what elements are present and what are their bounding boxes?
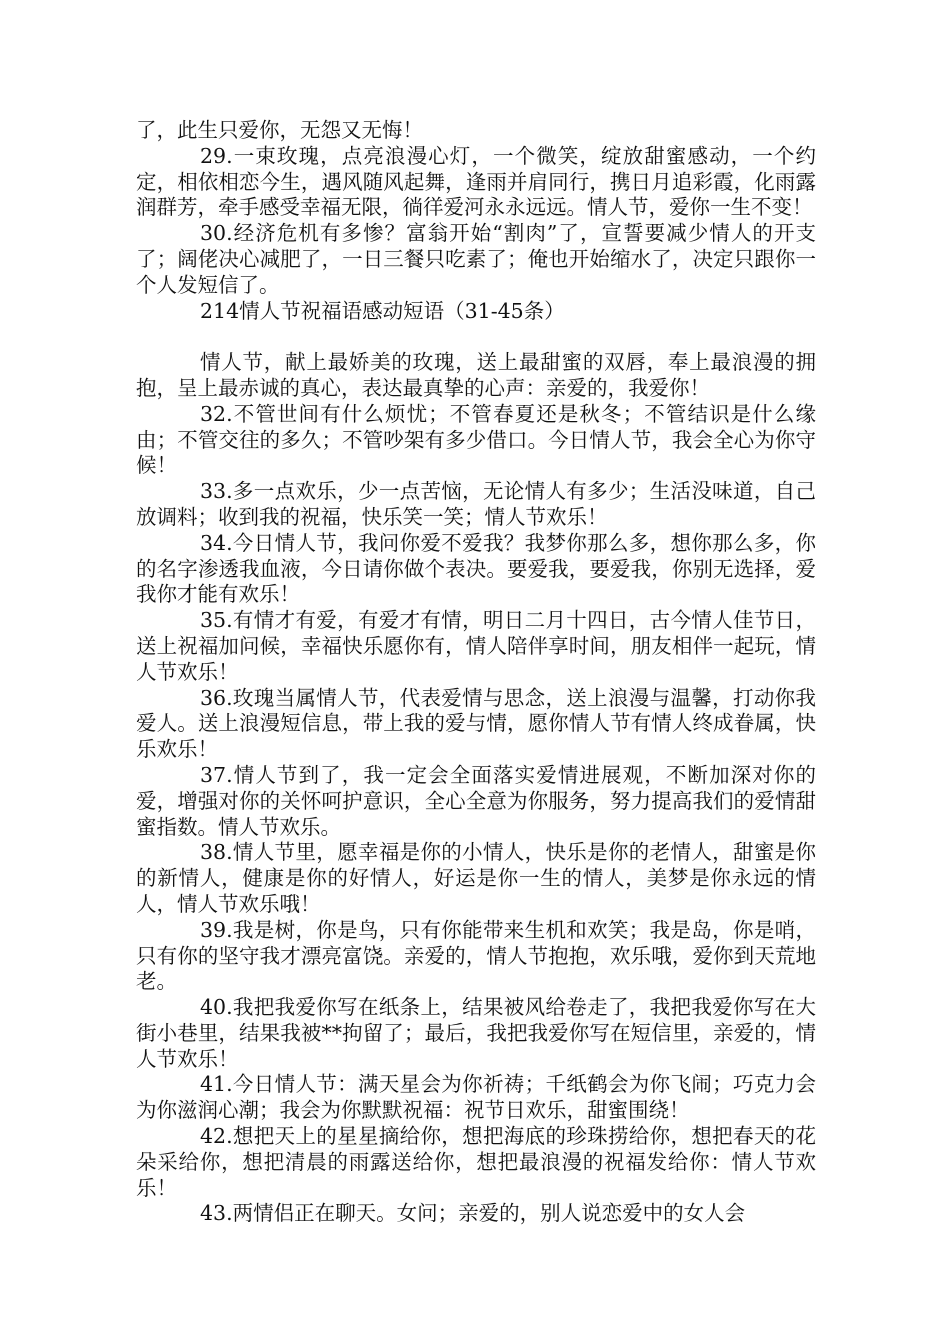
paragraph-31: 情人节，献上最娇美的玫瑰，送上最甜蜜的双唇，奉上最浪漫的拥抱，呈上最赤诚的真心，表达最真挚的心声：亲爱的，我爱你！ — [136, 350, 816, 400]
paragraph-30: 30.经济危机有多惨？富翁开始“割肉”了，宣誓要减少情人的开支了；阔佬决心减肥了，一日三餐只吃素了；俺也开始缩水了，决定只跟你一个人发短信了。 — [136, 221, 816, 297]
paragraph-29: 29.一束玫瑰，点亮浪漫心灯，一个微笑，绽放甜蜜感动，一个约定，相依相恋今生，遇风随风起舞，逢雨并肩同行，携日月追彩霞，化雨露润群芳，牵手感受幸福无限，徜徉爱河永永远远。情人节，爱你一生不变！ — [136, 143, 816, 220]
paragraph-33: 33.多一点欢乐，少一点苦恼，无论情人有多少；生活没味道，自己放调料；收到我的祝福，快乐笑一笑；情人节欢乐！ — [136, 479, 816, 529]
paragraph-42: 42.想把天上的星星摘给你，想把海底的珍珠捞给你，想把春天的花朵采给你，想把清晨的雨露送给你，想把最浪漫的祝福发给你：情人节欢乐！ — [136, 1124, 816, 1200]
paragraph-37: 37.情人节到了，我一定会全面落实爱情进展观，不断加深对你的爱，增强对你的关怀呵护意识，全心全意为你服务，努力提高我们的爱情甜蜜指数。情人节欢乐。 — [136, 762, 816, 839]
paragraph-36: 36.玫瑰当属情人节，代表爱情与思念，送上浪漫与温馨，打动你我爱人。送上浪漫短信息，带上我的爱与情，愿你情人节有情人终成眷属，快乐欢乐！ — [136, 685, 816, 762]
document-body — [136, 118, 816, 1227]
paragraph-34: 34.今日情人节，我问你爱不爱我？我梦你那么多，想你那么多，你的名字渗透我血液，今日请你做个表决。要爱我，要爱我，你别无选择，爱我你才能有欢乐！ — [136, 530, 816, 607]
paragraph-40: 40.我把我爱你写在纸条上，结果被风给卷走了，我把我爱你写在大街小巷里，结果我被**拘留了；最后，我把我爱你写在短信里，亲爱的，情人节欢乐！ — [136, 995, 816, 1071]
section-heading: 214情人节祝福语感动短语（31-45条） — [200, 298, 565, 323]
paragraph-41: 41.今日情人节：满天星会为你祈祷；千纸鹤会为你飞闹；巧克力会为你滋润心潮；我会为你默默祝福：祝节日欢乐，甜蜜围绕！ — [136, 1072, 816, 1123]
paragraph-38: 38.情人节里，愿幸福是你的小情人，快乐是你的老情人，甜蜜是你的新情人，健康是你的好情人，好运是你一生的情人，美梦是你永远的情人，情人节欢乐哦！ — [136, 840, 816, 916]
paragraph-39: 39.我是树，你是鸟，只有你能带来生机和欢笑；我是岛，你是哨，只有你的坚守我才漂亮富饶。亲爱的，情人节抱抱，欢乐哦，爱你到天荒地老。 — [136, 917, 816, 994]
paragraph-35: 35.有情才有爱，有爱才有情，明日二月十四日，古今情人佳节日，送上祝福加问候，幸福快乐愿你有，情人陪伴享时间，朋友相伴一起玩，情人节欢乐！ — [136, 608, 816, 684]
paragraph-32: 32.不管世间有什么烦忧；不管春夏还是秋冬；不管结识是什么缘由；不管交往的多久；不管吵架有多少借口。今日情人节，我会全心为你守候！ — [136, 401, 816, 478]
paragraph-43: 43.两情侣正在聊天。女问；亲爱的，别人说恋爱中的女人会 — [200, 1201, 746, 1226]
paragraph-continuation: 了，此生只爱你，无怨又无悔！ — [136, 118, 423, 142]
